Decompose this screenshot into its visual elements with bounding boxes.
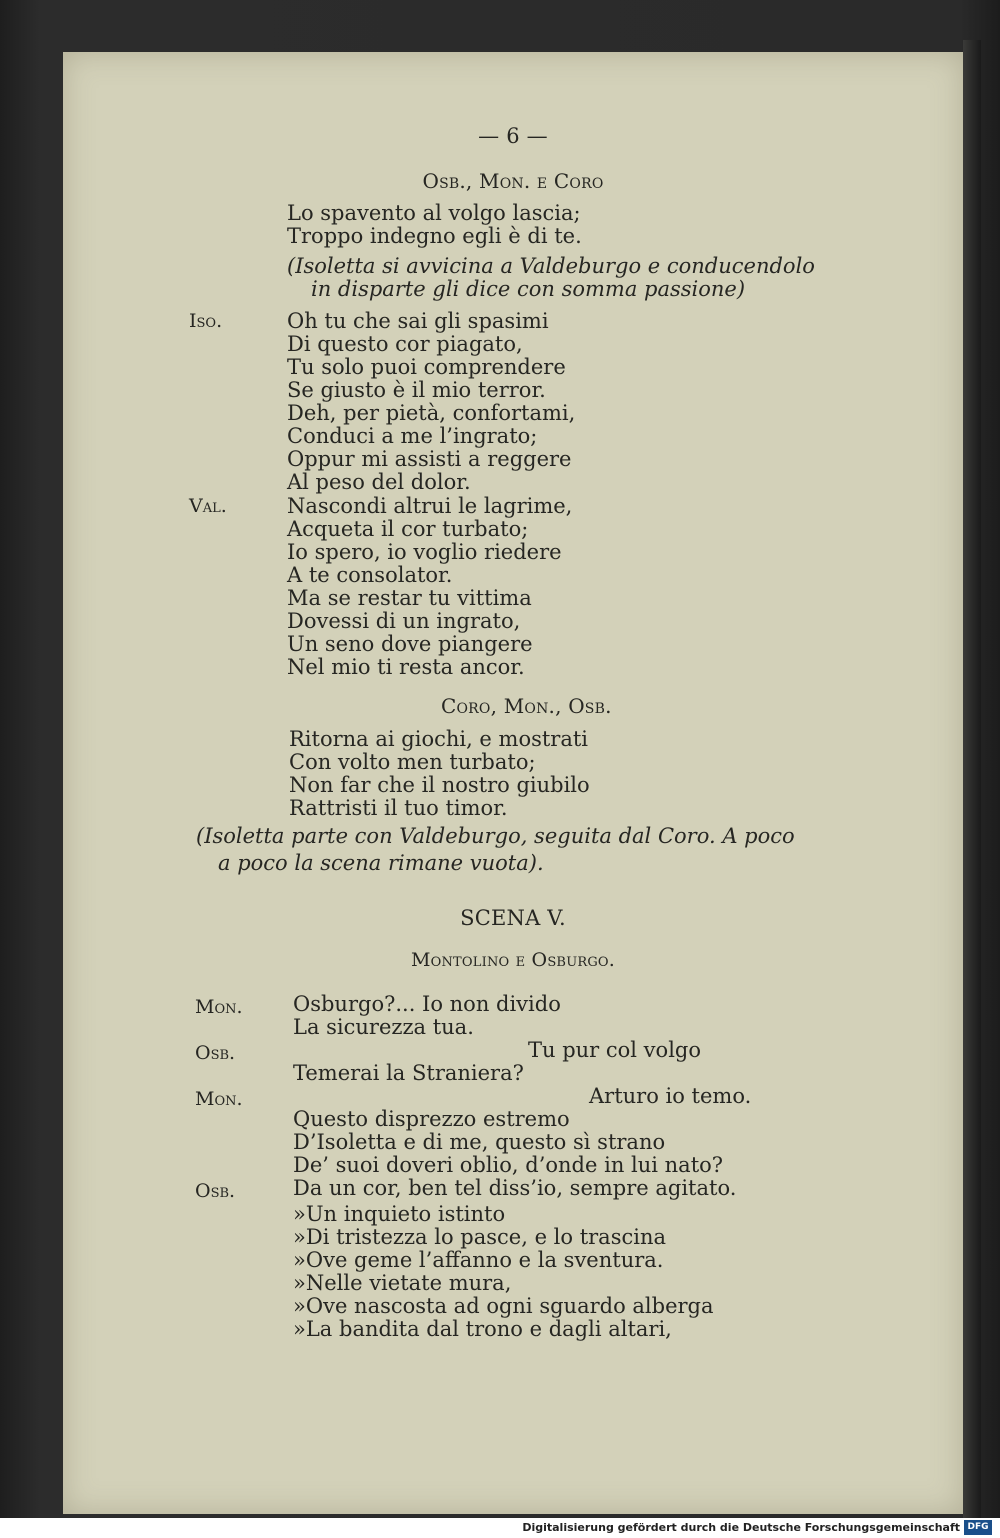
speaker-label: Osb. — [195, 1180, 236, 1202]
scene-characters: Montolino e Osburgo. — [410, 949, 616, 971]
quoted-line — [293, 1249, 663, 1272]
footer-bar — [0, 1518, 1000, 1538]
speakers-heading-1: Osb., Mon. e Coro — [422, 169, 604, 193]
speaker-label: Osb. — [195, 1042, 236, 1064]
dialogue-line: Arturo io temo. — [589, 1084, 752, 1108]
dialogue-line: D’Isoletta e di me, questo sì strano — [293, 1130, 666, 1154]
verse-line: Lo spavento al volgo lascia; — [287, 201, 581, 225]
verse-line: Nel mio ti resta ancor. — [287, 655, 525, 679]
speaker-label-iso: Iso. — [189, 310, 223, 332]
quote-mark: » — [293, 1317, 306, 1341]
scene-title: SCENA V. — [460, 906, 566, 930]
dfg-logo-icon: DFG — [964, 1520, 992, 1535]
quoted-line — [293, 1203, 505, 1226]
book-page — [63, 52, 963, 1514]
verse-line: Un seno dove piangere — [287, 632, 533, 656]
verse-line: Dovessi di un ingrato, — [287, 609, 521, 633]
verse-line: Io spero, io voglio riedere — [287, 540, 562, 564]
dialogue-line: De’ suoi doveri oblio, d’onde in lui nato? — [293, 1153, 724, 1177]
quoted-text: Ove geme l’affanno e la sventura. — [305, 1248, 664, 1272]
quoted-line — [293, 1295, 714, 1318]
speaker-label: Mon. — [195, 996, 243, 1018]
dialogue-line: La sicurezza tua. — [293, 1015, 474, 1039]
verse-line: Tu solo puoi comprendere — [287, 355, 566, 379]
verse-line: Con volto men turbato; — [289, 750, 536, 774]
stage-direction: (Isoletta si avvicina a Valdeburgo e conducendolo — [287, 254, 815, 278]
verse-line: Rattristi il tuo timor. — [289, 796, 508, 820]
speakers-heading-2: Coro, Mon., Osb. — [441, 694, 612, 718]
verse-line: A te consolator. — [287, 563, 453, 587]
page-number: — 6 — — [478, 124, 548, 148]
verse-line: Nascondi altrui le lagrime, — [287, 494, 573, 518]
verse-line: Deh, per pietà, confortami, — [287, 401, 576, 425]
stage-direction: a poco la scena rimane vuota). — [218, 851, 544, 875]
quoted-line — [293, 1272, 511, 1295]
quote-mark: » — [293, 1294, 306, 1318]
dialogue-line: Tu pur col volgo — [528, 1038, 701, 1062]
quoted-text: Ove nascosta ad ogni sguardo alberga — [305, 1294, 714, 1318]
quoted-text: Di tristezza lo pasce, e lo trascina — [305, 1225, 666, 1249]
quoted-text: La bandita dal trono e dagli altari, — [305, 1317, 672, 1341]
quote-mark: » — [293, 1202, 306, 1226]
quoted-text: Un inquieto istinto — [305, 1202, 506, 1226]
dialogue-line: Da un cor, ben tel diss’io, sempre agitato. — [293, 1176, 737, 1200]
verse-line: Di questo cor piagato, — [287, 332, 523, 356]
verse-line: Conduci a me l’ingrato; — [287, 424, 538, 448]
dialogue-line: Questo disprezzo estremo — [293, 1107, 570, 1131]
stage-direction: in disparte gli dice con somma passione) — [311, 277, 746, 301]
dialogue-line: Osburgo?... Io non divido — [293, 992, 561, 1016]
quote-mark: » — [293, 1248, 306, 1272]
verse-line: Ma se restar tu vittima — [287, 586, 532, 610]
verse-line: Se giusto è il mio terror. — [287, 378, 546, 402]
book-spine — [963, 40, 981, 1520]
verse-line: Acqueta il cor turbato; — [287, 517, 529, 541]
quoted-line — [293, 1226, 666, 1249]
speaker-label: Mon. — [195, 1088, 243, 1110]
stage-direction: (Isoletta parte con Valdeburgo, seguita dal Coro. A poco — [196, 824, 795, 848]
verse-line: Non far che il nostro giubilo — [289, 773, 590, 797]
quoted-text: Nelle vietate mura, — [305, 1271, 512, 1295]
verse-line: Oppur mi assisti a reggere — [287, 447, 572, 471]
footer-credit: Digitalisierung gefördert durch die Deutsche Forschungsgemeinschaft — [522, 1521, 960, 1534]
verse-line: Troppo indegno egli è di te. — [287, 224, 582, 248]
quoted-line — [293, 1318, 672, 1341]
verse-line: Al peso del dolor. — [287, 470, 471, 494]
verse-line: Oh tu che sai gli spasimi — [287, 309, 549, 333]
speaker-label-val: Val. — [189, 495, 227, 517]
quote-mark: » — [293, 1271, 306, 1295]
dialogue-line: Temerai la Straniera? — [293, 1061, 524, 1085]
verse-line: Ritorna ai giochi, e mostrati — [289, 727, 589, 751]
quote-mark: » — [293, 1225, 306, 1249]
